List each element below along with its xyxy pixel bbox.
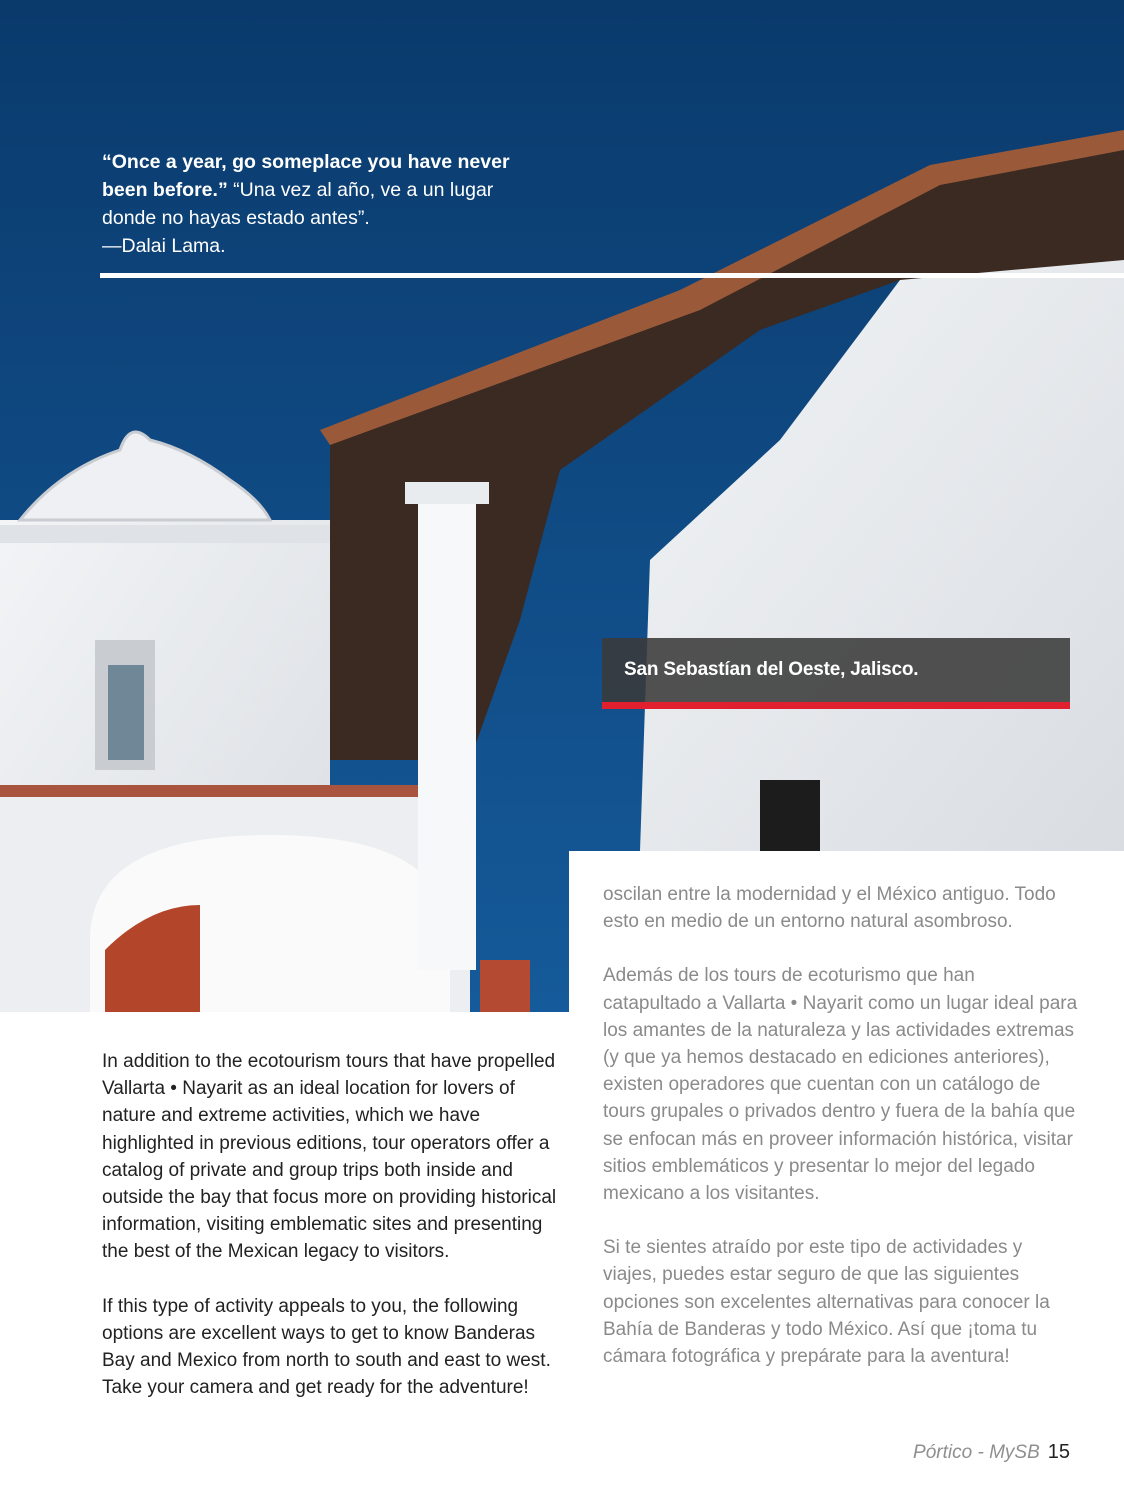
english-paragraph-2: If this type of activity appeals to you, the following options are excellent ways to get to know Banderas Bay and Mexico from north to south and east to west. Take your camera and get ready for the adventure! [102, 1295, 551, 1399]
page-footer [913, 1441, 1070, 1464]
magazine-name: Pórtico - MySB [913, 1442, 1040, 1463]
spanish-column [603, 881, 1078, 1397]
column-base [480, 960, 530, 1012]
english-column [102, 1048, 572, 1428]
quote-english: “Once a year, go someplace you have never been before.” [102, 151, 510, 201]
quote-author: —Dalai Lama. [102, 235, 226, 257]
caption-text: San Sebastían del Oeste, Jalisco. [624, 659, 919, 680]
column-capital [405, 482, 489, 504]
english-paragraph-1: In addition to the ecotourism tours that have propelled Vallarta • Nayarit as an ideal location for lovers of nature and extreme activities, which we have highlighted in previous editions, tour operators offer a catalog of private and group trips both inside and outside the bay that focus more on providing historical information, visiting emblematic sites and presenting the best of the Mexican legacy to visitors. [102, 1051, 557, 1263]
pull-quote [102, 148, 532, 260]
spanish-paragraph-1: oscilan entre la modernidad y el México antiguo. Todo esto en medio de un entorno natural asombroso. [603, 884, 1056, 933]
white-column [418, 500, 476, 970]
quote-spanish: “Una vez al año, ve a un lugar donde no hayas estado antes”. [102, 179, 494, 229]
quote-divider [100, 273, 1124, 278]
photo-caption [602, 638, 1070, 702]
facade-cornice [0, 525, 330, 543]
spanish-paragraph-3: Si te sientes atraído por este tipo de actividades y viajes, puedes estar seguro de que las siguientes opciones son excelentes alternativas para conocer la Bahía de Banderas y todo México. Así que ¡toma tu cámara fotográfica y prepárate para la aventura! [603, 1237, 1050, 1368]
spanish-paragraph-2: Además de los tours de ecoturismo que han catapultado a Vallarta • Nayarit como un lugar ideal para los amantes de la naturaleza y las actividades extremas (y que ya hemos destacado en ediciones anteriores), existen operadores que cuentan con un catálogo de tours grupales o privados dentro y fuera de la bahía que se enfocan más en proveer información histórica, visitar sitios emblemáticos y presentar lo mejor del legado mexicano a los visitantes. [603, 965, 1078, 1205]
caption-accent-bar [602, 702, 1070, 709]
right-building-door [760, 780, 820, 851]
page-number: 15 [1047, 1441, 1070, 1463]
wall-coping [0, 785, 470, 797]
window-glass [108, 665, 144, 760]
